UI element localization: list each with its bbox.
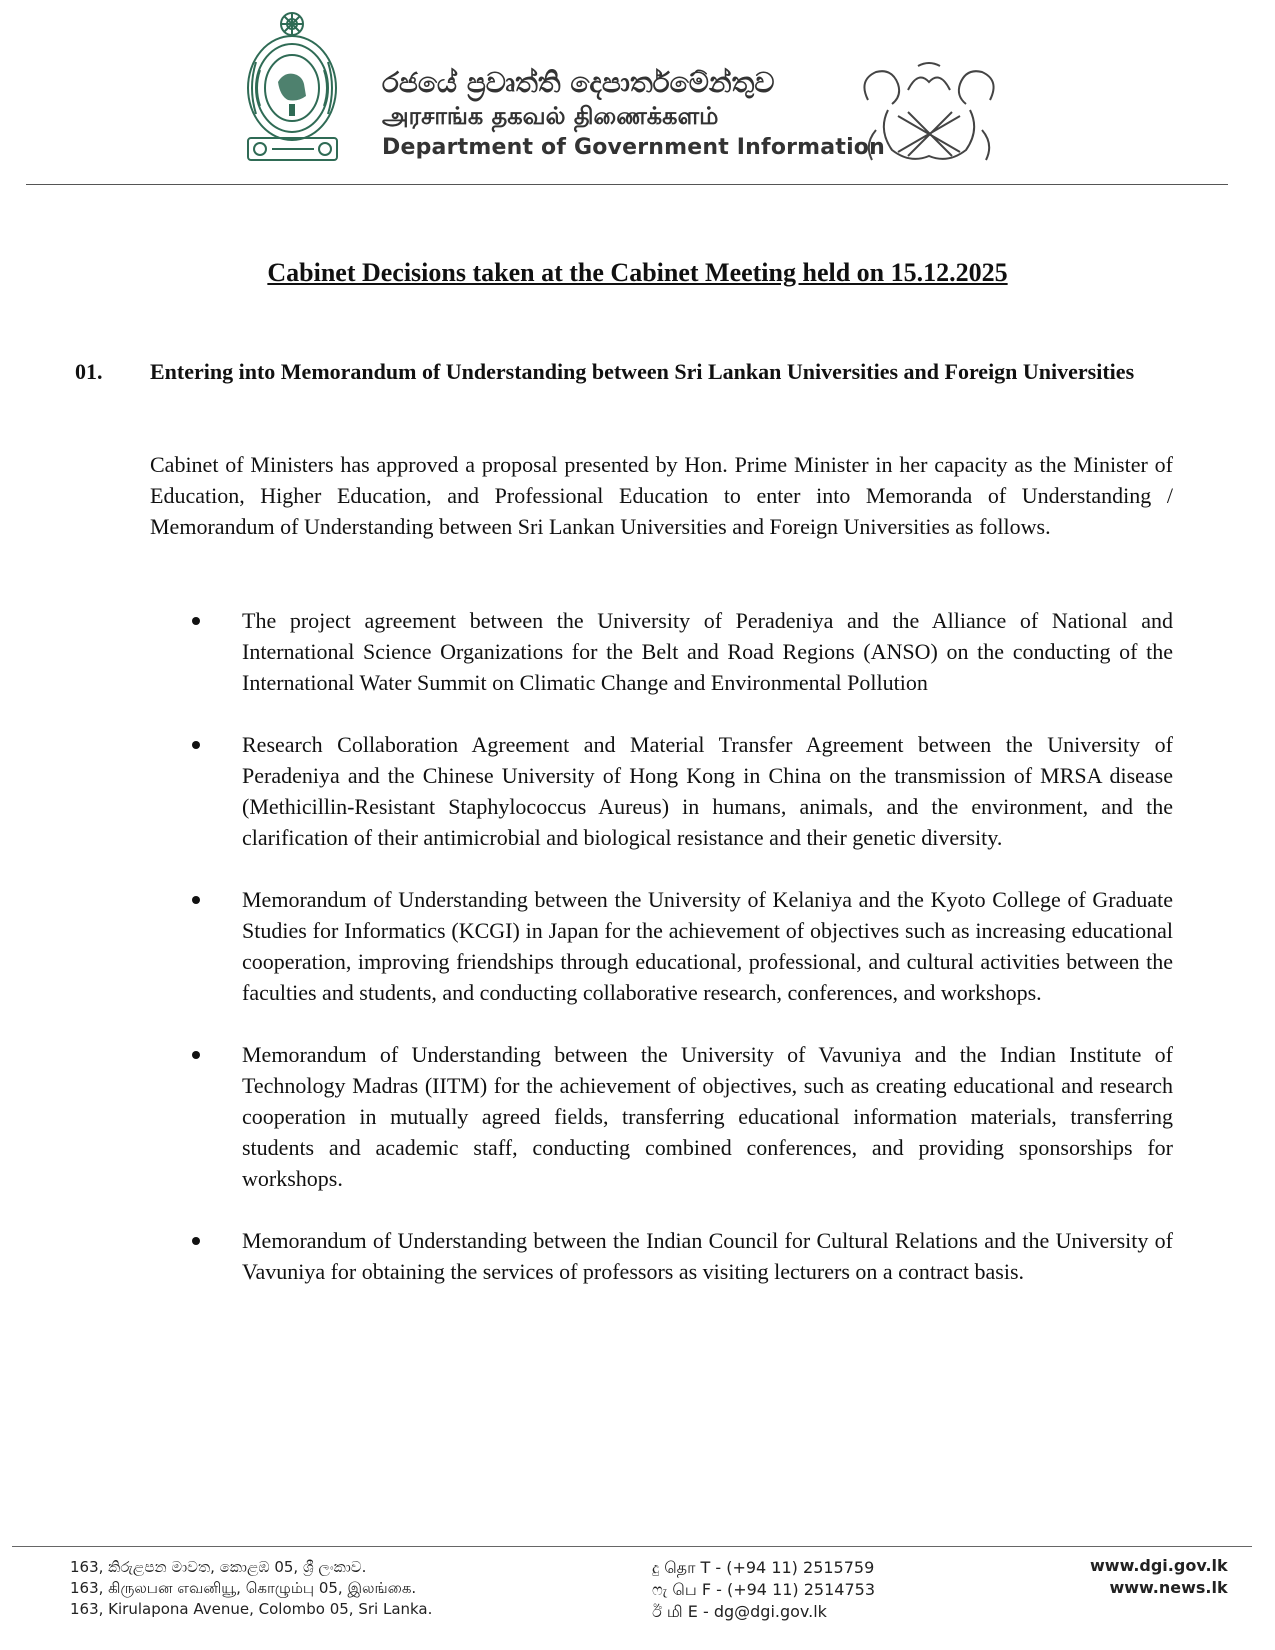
- list-item: [242, 729, 1173, 853]
- bullet-icon: [192, 617, 200, 625]
- bullet-icon: [192, 1051, 200, 1059]
- address-english: 163, Kirulapona Avenue, Colombo 05, Sri Lanka.: [70, 1600, 433, 1618]
- footer-contact: [652, 1557, 875, 1623]
- list-item: [242, 605, 1173, 698]
- website-link-news[interactable]: www.news.lk: [1109, 1578, 1228, 1597]
- department-name-english: Department of Government Information: [382, 135, 885, 160]
- letterhead: [0, 0, 1275, 190]
- bullet-icon: [192, 896, 200, 904]
- address-sinhala: 163, කිරුළපන මාවත, කොළඹ 05, ශ්‍රී ලංකාව.: [70, 1558, 367, 1576]
- list-item: [242, 1225, 1173, 1287]
- footer-address: [70, 1557, 432, 1620]
- list-item-text: The project agreement between the University of Peradeniya and the Alliance of National and International Science Organizations for the Belt and Road Regions (ANSO) on the conducting of the International Water Summit on Climatic Change and Environmental Pollution: [242, 608, 1173, 695]
- list-item-text: Memorandum of Understanding between the Indian Council for Cultural Relations and the University of Vavuniya for obtaining the services of professors as visiting lecturers on a contract basis.: [242, 1228, 1173, 1284]
- department-name-block: [382, 66, 885, 164]
- list-item: [242, 1039, 1173, 1194]
- bullet-icon: [192, 741, 200, 749]
- document-title: Cabinet Decisions taken at the Cabinet Meeting held on 15.12.2025: [267, 258, 1008, 287]
- list-item-text: Research Collaboration Agreement and Material Transfer Agreement between the University of Peradeniya and the Chinese University of Hong Kong in China on the transmission of MRSA disease (Methicillin-Resistant Staphylococcus Aureus) in humans, animals, and the environment, and the clarification of their antimicrobial and biological resistance and their genetic diversity.: [242, 732, 1173, 850]
- list-item-text: Memorandum of Understanding between the University of Vavuniya and the Indian Institute of Technology Madras (IITM) for the achievement of objectives, such as creating educational and research cooperation in mutually agreed fields, transferring educational information materials, transferring students and academic staff, conducting combined conferences, and providing sponsorships for workshops.: [242, 1042, 1173, 1191]
- list-item: [242, 884, 1173, 1008]
- footer-websites: [1090, 1555, 1228, 1599]
- department-name-tamil: அரசாங்க தகவல் திணைக்களம்: [382, 102, 719, 130]
- footer-divider: [12, 1546, 1252, 1547]
- fax: ෆැ பெ F - (+94 11) 2514753: [652, 1580, 876, 1599]
- sri-lanka-emblem-icon: [240, 10, 345, 168]
- bullet-icon: [192, 1237, 200, 1245]
- email: ඊ மி E - dg@dgi.gov.lk: [652, 1602, 827, 1621]
- website-link-dgi[interactable]: www.dgi.gov.lk: [1090, 1556, 1228, 1575]
- decision-bullet-list: [0, 605, 1275, 1318]
- list-item-text: Memorandum of Understanding between the University of Kelaniya and the Kyoto College of Graduate Studies for Informatics (KCGI) in Japan for the achievement of objectives such as increasing educational cooperation, improving friendships through educational, professional, and cultural activities between the faculties and students, and conducting collaborative research, conferences, and workshops.: [242, 887, 1173, 1005]
- address-tamil: 163, கிருலபன எவனியூ, கொழும்பு 05, இலங்கை.: [70, 1579, 417, 1597]
- section-body-paragraph: Cabinet of Ministers has approved a proposal presented by Hon. Prime Minister in her capacity as the Minister of Education, Higher Education, and Professional Education to enter into Memoranda of Understanding / Memorandum of Understanding between Sri Lankan Universities and Foreign Universities as follows.: [150, 452, 1173, 539]
- section-heading: Entering into Memorandum of Understanding between Sri Lankan Universities and Foreign Universities: [150, 359, 1135, 384]
- telephone: දු தொ T - (+94 11) 2515759: [652, 1558, 875, 1577]
- section-number: 01.: [75, 359, 103, 384]
- header-divider: [26, 184, 1228, 185]
- department-name-sinhala: රජයේ ප්‍රවෘත්ති දෙපාර්තමේන්තුව: [382, 66, 775, 99]
- traditional-swan-ornament-icon: [848, 60, 1010, 172]
